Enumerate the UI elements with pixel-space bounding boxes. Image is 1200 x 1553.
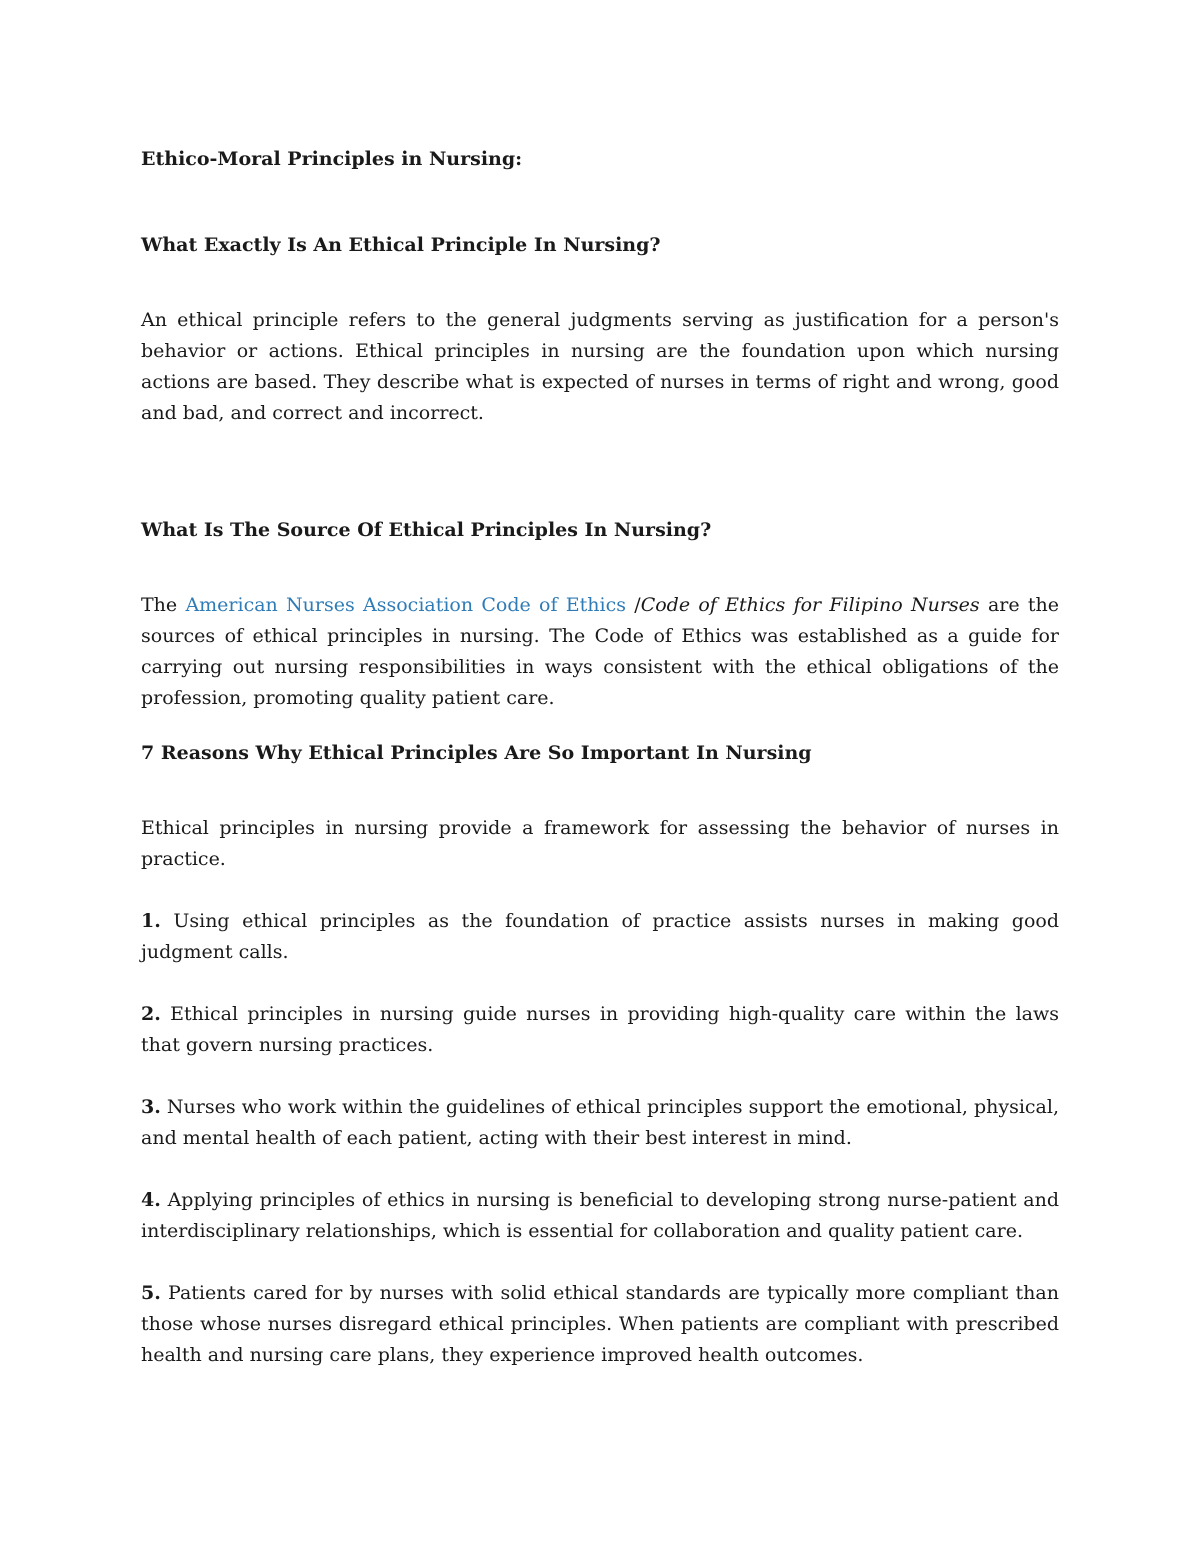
- reason-item-2: [141, 999, 1059, 1061]
- source-slash: /: [626, 594, 641, 616]
- definition-paragraph: An ethical principle refers to the general judgments serving as justification for a person's behavior or actions. Ethical principles in nursing are the foundation upon which nursing actions are based. They describe what is expected of nurses in terms of right and wrong, good and bad, and correct and incorrect.: [141, 309, 1059, 424]
- section-heading-source: What Is The Source Of Ethical Principles In Nursing?: [141, 519, 712, 541]
- reasons-intro-paragraph: Ethical principles in nursing provide a framework for assessing the behavior of nurses in practice.: [141, 817, 1059, 870]
- reason-number: 2.: [141, 1003, 161, 1025]
- reason-number: 1.: [141, 910, 161, 932]
- ana-code-link[interactable]: American Nurses Association Code of Ethics: [185, 594, 626, 616]
- filipino-code-title: Code of Ethics for Filipino Nurses: [640, 594, 980, 616]
- reason-item-4: [141, 1185, 1059, 1247]
- reason-item-1: [141, 906, 1059, 968]
- reason-text: Ethical principles in nursing guide nurses in providing high-quality care within the laws that govern nursing practices.: [141, 1003, 1059, 1056]
- document-content: [141, 144, 1059, 1402]
- source-paragraph: [141, 590, 1059, 714]
- source-rest: are the sources of ethical principles in nursing. The Code of Ethics was established as a guide for carrying out nursing responsibilities in ways consistent with the ethical obligations of the profession, promoting quality patient care.: [141, 594, 1059, 709]
- reason-number: 3.: [141, 1096, 161, 1118]
- section-heading-definition: What Exactly Is An Ethical Principle In Nursing?: [141, 234, 661, 256]
- source-lead: The: [141, 594, 186, 616]
- reason-text: Applying principles of ethics in nursing is beneficial to developing strong nurse-patient and interdisciplinary relationships, which is essential for collaboration and quality patient care.: [141, 1189, 1059, 1242]
- reason-text: Nurses who work within the guidelines of ethical principles support the emotional, physical, and mental health of each patient, acting with their best interest in mind.: [141, 1096, 1059, 1149]
- reason-text: Patients cared for by nurses with solid ethical standards are typically more compliant than those whose nurses disregard ethical principles. When patients are compliant with prescribed health and nursing care plans, they experience improved health outcomes.: [141, 1282, 1059, 1366]
- reason-item-5: [141, 1278, 1059, 1371]
- reason-item-3: [141, 1092, 1059, 1154]
- section-heading-reasons: 7 Reasons Why Ethical Principles Are So Important In Nursing: [141, 742, 812, 764]
- reason-number: 5.: [141, 1282, 161, 1304]
- document-title: Ethico-Moral Principles in Nursing:: [141, 148, 523, 170]
- reason-text: Using ethical principles as the foundation of practice assists nurses in making good judgment calls.: [141, 910, 1059, 963]
- reason-number: 4.: [141, 1189, 161, 1211]
